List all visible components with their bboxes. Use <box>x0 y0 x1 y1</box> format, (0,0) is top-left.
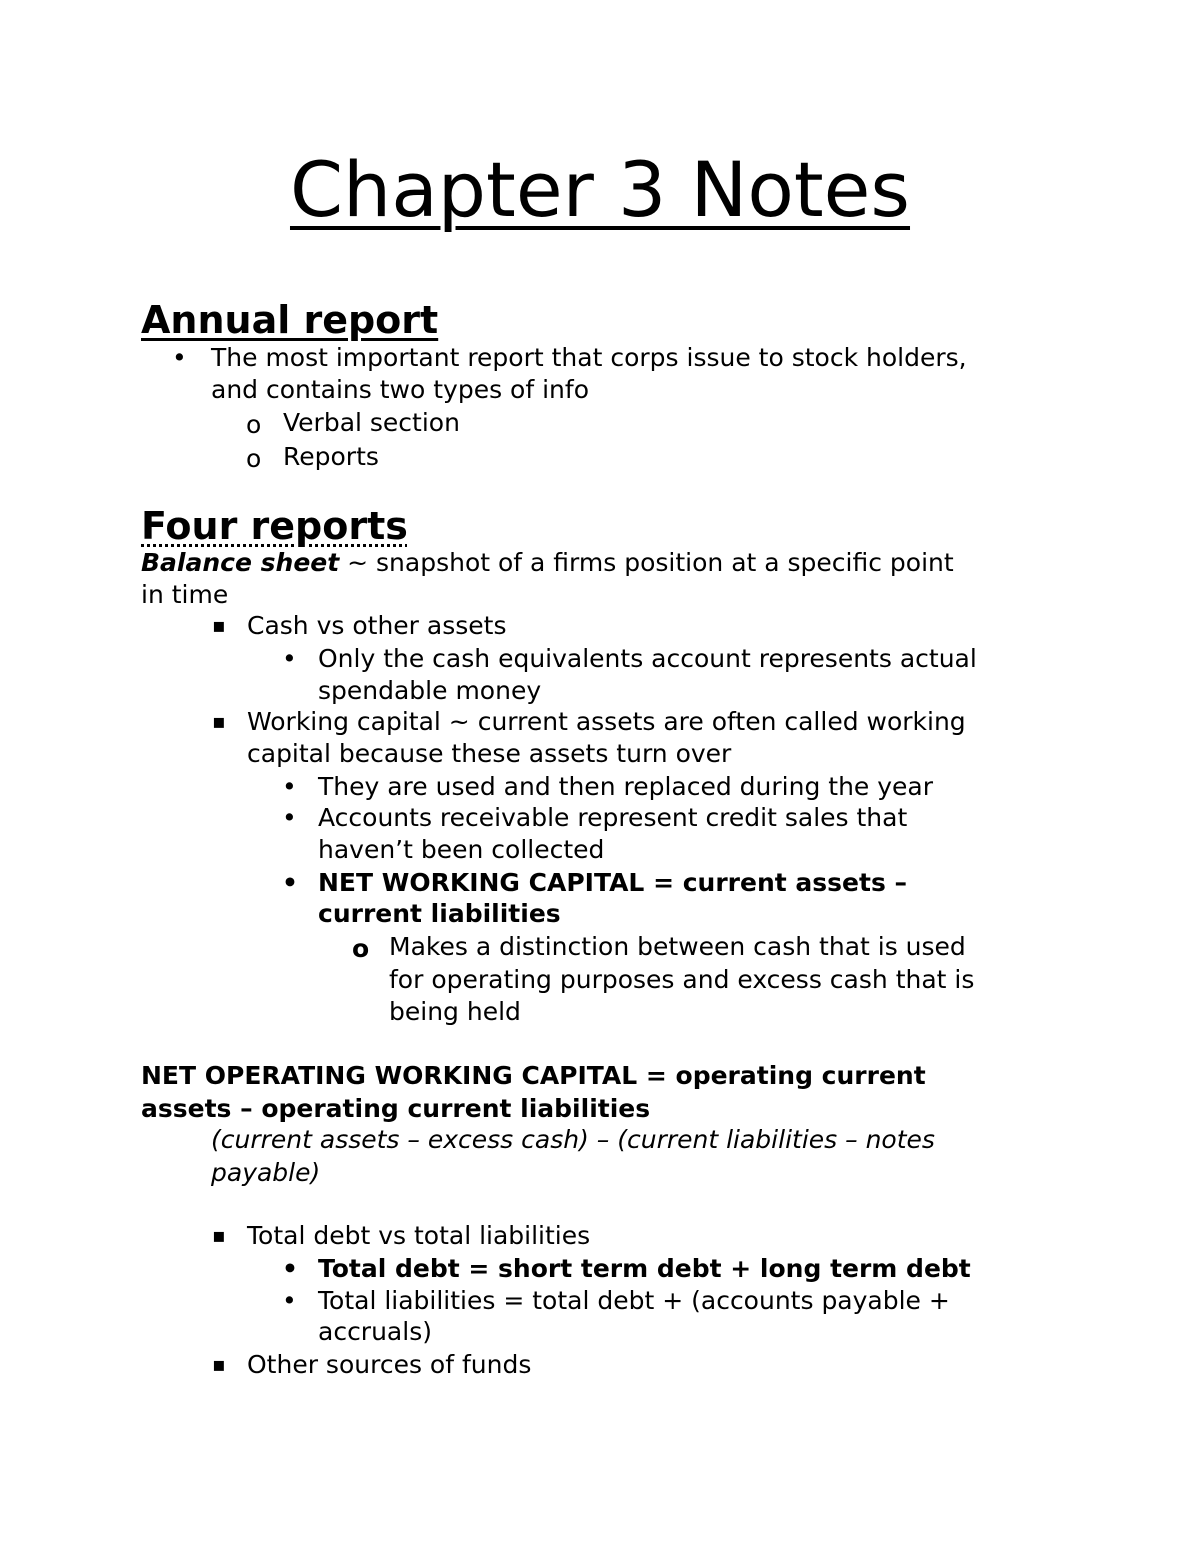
annual-sub-verbal: Verbal section <box>283 408 460 437</box>
page-title: Chapter 3 Notes <box>289 145 911 234</box>
total-liabilities-line1: Total liabilities = total debt + (accounts payable + <box>318 1286 950 1315</box>
cash-only-line1: Only the cash equivalents account represents actual <box>318 644 977 673</box>
bullet-icon: • <box>282 1254 298 1283</box>
working-capital-line1: Working capital ~ current assets are often called working <box>247 707 966 736</box>
nowc-line2: assets – operating current liabilities <box>141 1094 651 1123</box>
wc-bullet-used-replaced: They are used and then replaced during the year <box>318 772 934 801</box>
working-capital-line2: capital because these assets turn over <box>247 739 732 768</box>
nowc-formula-line1: (current assets – excess cash) – (current liabilities – notes <box>211 1125 935 1154</box>
square-bullet-icon: ▪ <box>212 709 226 733</box>
annual-bullet-line1: The most important report that corps issue to stock holders, <box>211 343 967 372</box>
other-sources-of-funds: Other sources of funds <box>247 1350 532 1379</box>
bullet-icon: • <box>282 644 297 673</box>
debt-vs-liabilities: Total debt vs total liabilities <box>247 1221 591 1250</box>
bullet-icon: • <box>282 803 297 832</box>
balance-sheet-term: Balance sheet <box>141 548 340 577</box>
circle-bullet-icon: o <box>352 934 370 963</box>
nwc-sub-line3: being held <box>389 997 521 1026</box>
balance-sheet-line1 <box>141 547 954 579</box>
cash-only-line2: spendable money <box>318 676 542 705</box>
heading-four-reports: Four reports <box>141 504 408 548</box>
balance-sheet-line2: in time <box>141 580 229 609</box>
annual-sub-reports: Reports <box>283 442 379 471</box>
bullet-icon: • <box>282 772 297 801</box>
wc-bullet-ar-line2: haven’t been collected <box>318 835 605 864</box>
cash-vs-other-assets: Cash vs other assets <box>247 611 507 640</box>
total-liabilities-line2: accruals) <box>318 1317 432 1346</box>
annual-bullet-line2: and contains two types of info <box>211 375 589 404</box>
square-bullet-icon: ▪ <box>212 613 226 637</box>
nowc-formula-line2: payable) <box>211 1158 321 1187</box>
bullet-icon: • <box>282 868 298 897</box>
nowc-line1: NET OPERATING WORKING CAPITAL = operating current <box>141 1061 926 1090</box>
bullet-icon: • <box>172 343 187 372</box>
square-bullet-icon: ▪ <box>212 1352 226 1376</box>
heading-annual-report: Annual report <box>141 298 439 342</box>
square-bullet-icon: ▪ <box>212 1223 226 1247</box>
nwc-line1: NET WORKING CAPITAL = current assets – <box>318 868 908 897</box>
total-debt-formula: Total debt = short term debt + long term debt <box>318 1254 971 1283</box>
nwc-sub-line2: for operating purposes and excess cash that is <box>389 965 975 994</box>
nwc-sub-line1: Makes a distinction between cash that is used <box>389 932 966 961</box>
wc-bullet-ar-line1: Accounts receivable represent credit sales that <box>318 803 908 832</box>
circle-bullet-icon: o <box>246 410 262 439</box>
nwc-line2: current liabilities <box>318 899 561 928</box>
bullet-icon: • <box>282 1286 297 1315</box>
balance-sheet-definition: ~ snapshot of a firms position at a specific point <box>339 548 954 577</box>
circle-bullet-icon: o <box>246 444 262 473</box>
